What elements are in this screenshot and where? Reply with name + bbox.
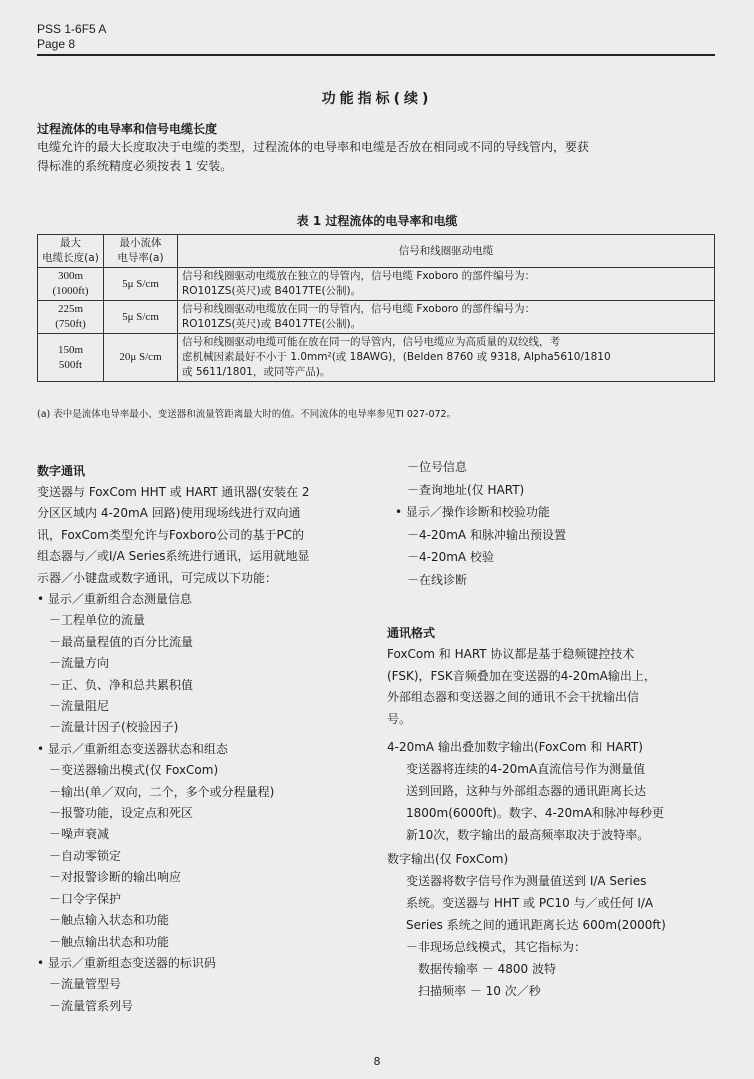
list-item-text: －流量管系列号 xyxy=(49,998,134,1013)
sub-item xyxy=(37,932,274,953)
paragraph-line: 系统。变送器与 HHT 或 PC10 与／或任何 I/A xyxy=(406,896,654,910)
paragraph-line: (FSK)，FSK音频叠加在变送器的4-20mA输出上， xyxy=(387,668,656,683)
sub-item xyxy=(37,910,274,931)
list-item-text: －位号信息 xyxy=(407,460,468,474)
digital-output-paragraph xyxy=(406,870,666,1002)
list-item-text: －4-20mA 和脉冲输出预设置 xyxy=(407,527,566,542)
list-item-text: －对报警诊断的输出响应 xyxy=(49,870,182,885)
header-max-length xyxy=(38,235,104,268)
conductivity-table xyxy=(37,234,715,382)
cell-text: 150m xyxy=(57,343,84,356)
list-item-text: 显示／重新组态变送器的标识码 xyxy=(47,955,216,970)
paragraph-line: 扫描频率 － 10 次／秒 xyxy=(418,984,541,998)
sub-item xyxy=(395,569,566,592)
list-item-text: －工程单位的流量 xyxy=(49,613,146,628)
paragraph-line: 讯，FoxCom类型允许与Foxboro公司的基于PC的 xyxy=(37,527,305,542)
list-item-text: －自动零锁定 xyxy=(49,848,122,863)
cell-text: 500ft xyxy=(58,358,83,371)
bullet-item xyxy=(37,589,274,610)
page-header xyxy=(37,22,106,52)
paragraph-line: 1800m(6000ft)。数字、4-20mA和脉冲每秒更 xyxy=(406,806,664,820)
list-item-text: －流量阻尼 xyxy=(49,699,110,714)
table-row xyxy=(38,301,715,334)
bullet-icon: • xyxy=(395,505,406,519)
table-footnote: (a) 表中是流体电导率最小、变送器和流量管距离最大时的值。不同流体的电导率参见TI 027-072。 xyxy=(37,409,457,420)
subheading-digital-output: 数字输出(仅 FoxCom) xyxy=(387,852,509,866)
sub-item xyxy=(395,479,566,502)
list-item-text: －噪声衰减 xyxy=(49,827,110,842)
sub-item xyxy=(37,653,274,674)
paragraph-line: 数据传输率 － 4800 波特 xyxy=(418,962,556,976)
header-text: 电导率(a) xyxy=(117,252,164,264)
paragraph-line: 号。 xyxy=(387,711,412,726)
header-rule xyxy=(37,54,715,56)
cell-text: RO101ZS(英尺)或 B4017TE(公制)。 xyxy=(182,318,362,330)
cell-text: RO101ZS(英尺)或 B4017TE(公制)。 xyxy=(182,285,362,297)
cell-length xyxy=(38,268,104,301)
analog-digital-paragraph xyxy=(406,758,664,846)
sub-item xyxy=(37,974,274,995)
table-header-row xyxy=(38,235,715,268)
bullet-icon: • xyxy=(37,741,48,756)
sub-item xyxy=(37,803,274,824)
digital-paragraph xyxy=(37,482,310,589)
paragraph-line: 送到回路，这种与外部组态器的通讯距离长达 xyxy=(406,784,647,798)
sub-item xyxy=(395,524,566,547)
list-item-text: －触点输入状态和功能 xyxy=(49,913,170,928)
cell-text: (750ft) xyxy=(55,318,86,330)
sub-item xyxy=(37,717,274,738)
paragraph-line: FoxCom 和 HART 协议都是基于稳频键控技术 xyxy=(387,647,635,661)
cell-text: 225m xyxy=(57,303,84,315)
sub-item xyxy=(37,996,274,1017)
header-text: 电缆长度(a) xyxy=(42,252,99,264)
cell-description xyxy=(178,334,715,382)
page-number: 8 xyxy=(373,1055,381,1068)
list-item-text: －输出(单／双向，二个，多个或分程量程) xyxy=(49,784,275,799)
paragraph-line: 得标准的系统精度必须按表 1 安装。 xyxy=(37,159,233,173)
list-item-text: －触点输出状态和功能 xyxy=(49,934,170,949)
sub-item xyxy=(37,889,274,910)
paragraph-line: 分区区域内 4-20mA 回路)使用现场线进行双向通 xyxy=(37,506,301,521)
list-item-text: 显示／重新组态变送器状态和组态 xyxy=(47,741,228,756)
section-paragraph-conductivity xyxy=(37,138,589,176)
table-caption: 表 1 过程流体的电导率和电缆 xyxy=(296,214,458,228)
paragraph-line: 变送器与 FoxCom HHT 或 HART 通讯器(安装在 2 xyxy=(37,485,310,499)
paragraph-line: 新10次，数字输出的最高频率取决于波特率。 xyxy=(406,828,650,842)
paragraph-line: 变送器将连续的4-20mA直流信号作为测量值 xyxy=(406,762,646,776)
list-item-text: －流量方向 xyxy=(49,656,110,671)
cell-conductivity: 20μ S/cm xyxy=(104,334,178,382)
bullet-item xyxy=(37,953,274,974)
paragraph-line: －非现场总线模式，其它指标为： xyxy=(406,940,587,954)
section-heading-digital: 数字通讯 xyxy=(37,464,86,478)
cell-text: 或 5611/1801，或同等产品)。 xyxy=(182,366,331,378)
table-row xyxy=(38,334,715,382)
paragraph-line: 变送器将数字信号作为测量值送到 I/A Series xyxy=(406,874,647,888)
sub-item xyxy=(37,632,274,653)
cell-text: 信号和线圈驱动电缆放在独立的导管内，信号电缆 Fxoboro 的部件编号为： xyxy=(182,270,536,282)
sub-item xyxy=(37,846,274,867)
subheading-analog-digital: 4-20mA 输出叠加数字输出(FoxCom 和 HART) xyxy=(387,740,643,754)
header-text: 最小流体 xyxy=(119,237,162,249)
list-item-text: －变送器输出模式(仅 FoxCom) xyxy=(49,763,219,778)
bullet-icon: • xyxy=(37,592,48,606)
list-item-text: －正、负、净和总共累积值 xyxy=(49,677,194,692)
cell-text: 300m xyxy=(57,270,84,282)
list-item-text: －在线诊断 xyxy=(407,572,468,587)
sub-item xyxy=(37,782,274,803)
cell-length xyxy=(38,334,104,382)
section-heading-comm-format: 通讯格式 xyxy=(387,626,436,640)
cell-text: 虑机械因素最好不小于 1.0mm²(或 18AWG)，(Belden 8760 或 9318, Alpha5610/1810 xyxy=(182,351,611,363)
cell-length xyxy=(38,301,104,334)
paragraph-line: 电缆允许的最大长度取决于电缆的类型，过程流体的电导率和电缆是否放在相同或不同的导线管内，要获 xyxy=(37,140,590,154)
cell-conductivity: 5μ S/cm xyxy=(104,268,178,301)
function-list-continued xyxy=(395,456,566,591)
function-list xyxy=(37,589,274,1017)
sub-item xyxy=(395,456,566,479)
bullet-item xyxy=(37,739,274,760)
list-item-text: －查询地址(仅 HART) xyxy=(407,482,525,497)
sub-item xyxy=(37,824,274,845)
paragraph-line: Series 系统之间的通讯距离长达 600m(2000ft) xyxy=(406,918,666,932)
list-item-text: －4-20mA 校验 xyxy=(407,550,494,564)
list-item-text: －流量计因子(校验因子) xyxy=(49,720,179,735)
list-item-text: －最高量程值的百分比流量 xyxy=(49,634,194,649)
document-id: PSS 1-6F5 A xyxy=(37,22,107,36)
paragraph-line: 外部组态器和变送器之间的通讯不会干扰输出信 xyxy=(387,690,640,704)
cell-conductivity: 5μ S/cm xyxy=(104,301,178,334)
bullet-item xyxy=(395,501,566,524)
list-item-text: 显示／操作诊断和校验功能 xyxy=(405,505,550,519)
sub-item xyxy=(37,760,274,781)
cell-text: 信号和线圈驱动电缆可能在放在同一的导管内，信号电缆应为高质量的双绞线，考 xyxy=(182,336,560,348)
cell-description xyxy=(178,301,715,334)
bullet-icon: • xyxy=(37,955,48,970)
page-title: 功能指标(续) xyxy=(321,91,433,107)
list-item-text: －报警功能，设定点和死区 xyxy=(49,806,194,821)
header-text: 最大 xyxy=(60,237,81,249)
cell-text: (1000ft) xyxy=(52,285,89,297)
sub-item xyxy=(37,696,274,717)
header-cable: 信号和线圈驱动电缆 xyxy=(178,235,715,268)
sub-item xyxy=(37,867,274,888)
list-item-text: －流量管型号 xyxy=(49,977,122,992)
header-min-conductivity xyxy=(104,235,178,268)
list-item-text: 显示／重新组合态测量信息 xyxy=(47,592,192,606)
cell-description xyxy=(178,268,715,301)
sub-item xyxy=(37,675,274,696)
list-item-text: －口令字保护 xyxy=(49,891,122,906)
sub-item xyxy=(37,610,274,631)
section-heading-conductivity: 过程流体的电导率和信号电缆长度 xyxy=(37,122,218,136)
sub-item xyxy=(395,546,566,569)
cell-text: 信号和线圈驱动电缆放在同一的导管内，信号电缆 Fxoboro 的部件编号为： xyxy=(182,303,536,315)
comm-format-paragraph xyxy=(387,644,656,730)
paragraph-line: 组态器与／或I/A Series系统进行通讯，运用就地显 xyxy=(37,549,310,564)
page-label: Page 8 xyxy=(37,37,76,51)
table-row xyxy=(38,268,715,301)
paragraph-line: 示器／小键盘或数字通讯，可完成以下功能： xyxy=(37,570,278,585)
